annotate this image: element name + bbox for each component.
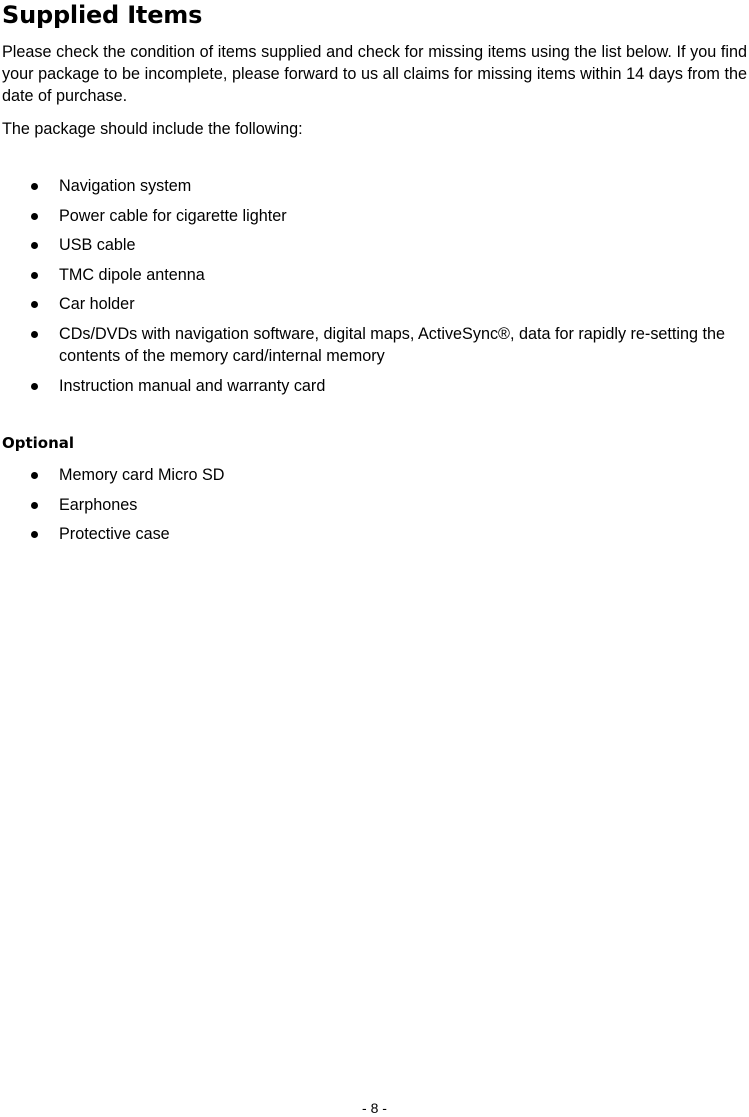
list-item (0, 464, 745, 486)
supplied-items-list (0, 175, 745, 404)
list-item (0, 293, 745, 315)
list-item (0, 494, 745, 516)
bullet-icon (31, 213, 38, 220)
list-item-label: Power cable for cigarette lighter (59, 206, 287, 225)
list-item (0, 205, 745, 227)
list-item (0, 264, 745, 286)
lead-paragraph: The package should include the following: (2, 120, 303, 138)
list-item-label: TMC dipole antenna (59, 265, 205, 284)
bullet-icon (31, 183, 38, 190)
list-item-label: Car holder (59, 295, 135, 314)
list-item-label: Protective case (59, 525, 170, 544)
page-title: Supplied Items (2, 1, 203, 29)
bullet-icon (31, 242, 38, 249)
bullet-icon (31, 331, 38, 338)
list-item (0, 523, 745, 545)
list-item-label: USB cable (59, 236, 136, 255)
list-item (0, 175, 745, 197)
bullet-icon (31, 272, 38, 279)
optional-items-list (0, 464, 745, 553)
optional-heading: Optional (2, 434, 75, 452)
list-item-label: Memory card Micro SD (59, 466, 225, 484)
list-item-label: Instruction manual and warranty card (59, 376, 326, 395)
bullet-icon (31, 301, 38, 308)
bullet-icon (31, 531, 38, 538)
list-item-label: CDs/DVDs with navigation software, digital maps, ActiveSync®, data for rapidly re-setting the contents of the memory card/internal memory (59, 324, 726, 365)
list-item (0, 375, 745, 397)
page-number: - 8 - (362, 1100, 387, 1116)
intro-paragraph: Please check the condition of items supplied and check for missing items using the list below. If you find your package to be incomplete, please forward to us all claims for missing items within 14 days from the date of purchase. (2, 43, 747, 105)
list-item (0, 234, 745, 256)
bullet-icon (31, 472, 38, 479)
list-item-label: Navigation system (59, 177, 192, 195)
bullet-icon (31, 502, 38, 509)
bullet-icon (31, 383, 38, 390)
list-item (0, 323, 745, 367)
list-item-label: Earphones (59, 495, 138, 514)
